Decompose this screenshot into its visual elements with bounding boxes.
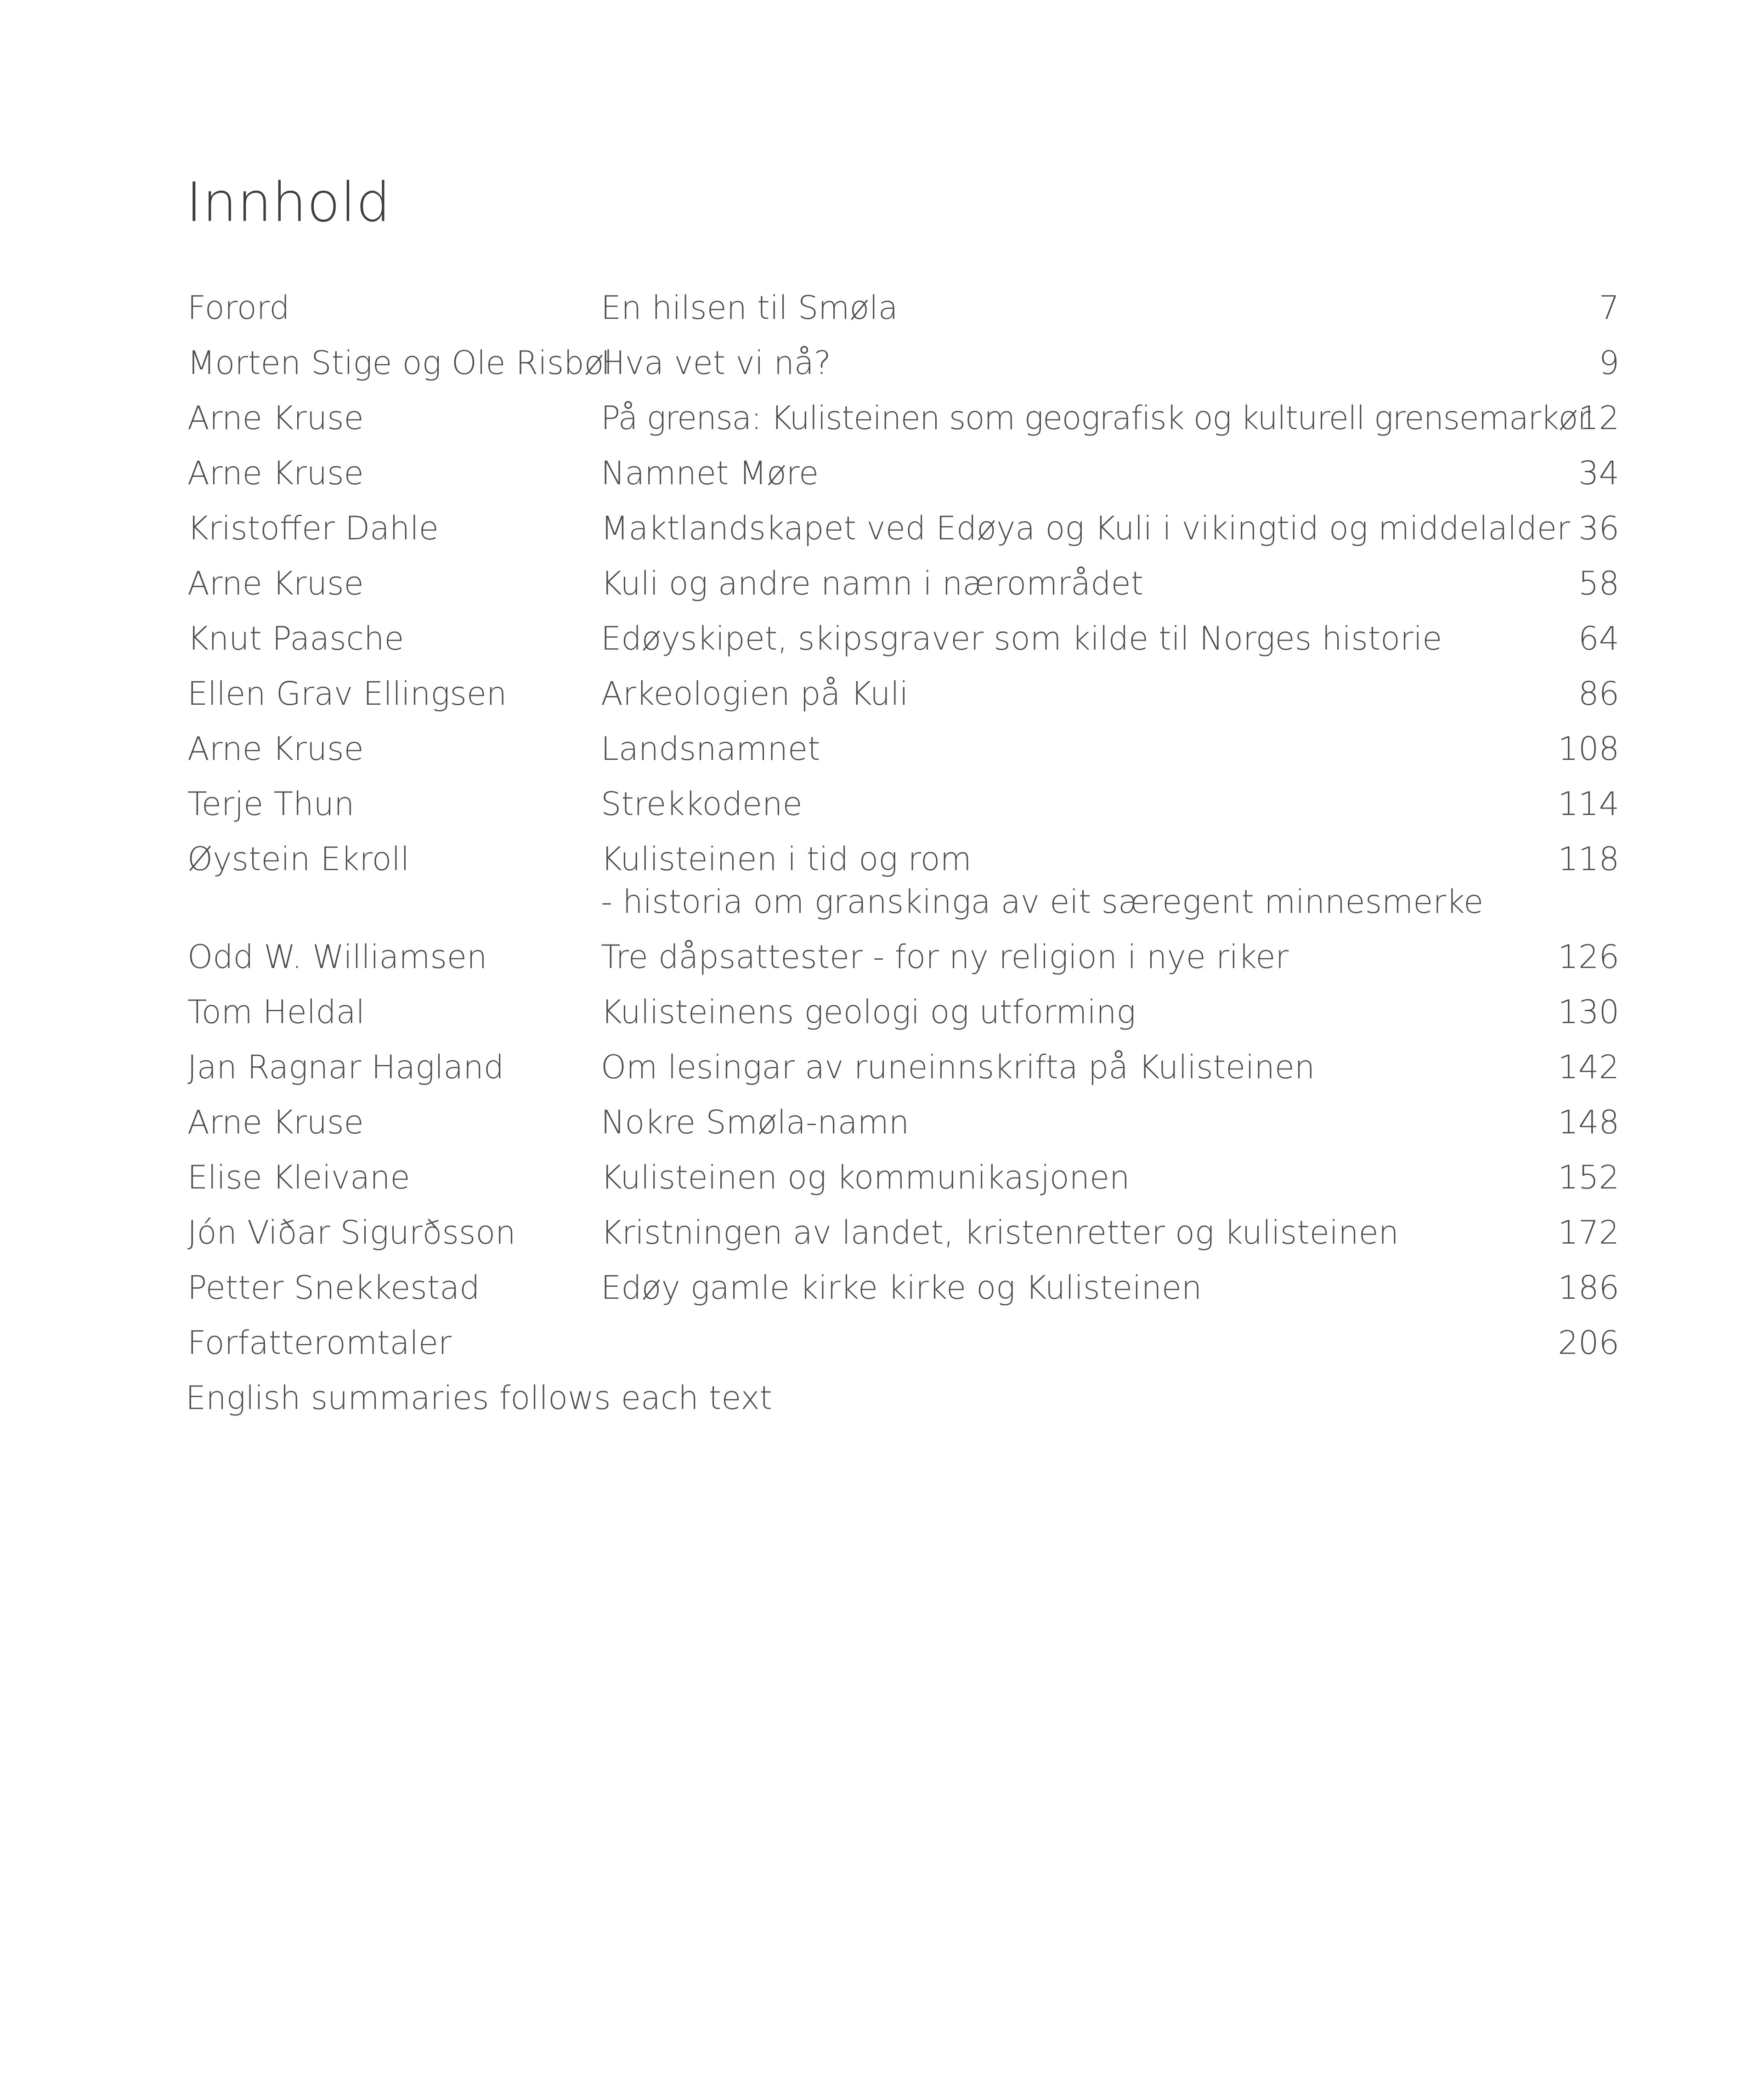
- toc-page-number: 7: [1599, 289, 1619, 327]
- toc-author: Tom Heldal: [187, 993, 365, 1031]
- toc-row: [184, 556, 1619, 611]
- toc-article-title: Nokre Smøla-namn: [601, 1103, 910, 1141]
- toc-article-title: Kulisteinens geologi og utforming: [601, 993, 1136, 1031]
- toc-article-subtitle: - historia om granskinga av eit særegent minnesmerke: [601, 883, 1484, 921]
- toc-row: [184, 666, 1619, 721]
- toc-row: [184, 1260, 1619, 1315]
- toc-row: [184, 929, 1619, 985]
- toc-row: [184, 1315, 1619, 1370]
- toc-author: Terje Thun: [187, 785, 355, 823]
- toc-article-title: Kulisteinen og kommunikasjonen: [601, 1159, 1130, 1196]
- toc-author: Forord: [187, 289, 290, 327]
- toc-author: Morten Stige og Ole Risbøl: [187, 344, 613, 382]
- toc-author: Ellen Grav Ellingsen: [187, 675, 507, 713]
- toc-author: Arne Kruse: [187, 399, 364, 437]
- toc-row: [184, 985, 1619, 1040]
- toc-page-number: 64: [1578, 620, 1619, 657]
- toc-article-title: [601, 832, 1483, 923]
- toc-author: Arne Kruse: [187, 1103, 364, 1141]
- toc-row: [184, 776, 1619, 832]
- toc-author: Arne Kruse: [187, 454, 364, 492]
- toc-page-number: 108: [1558, 730, 1619, 768]
- toc-page-number: 206: [1558, 1324, 1619, 1362]
- toc-article-title: Om lesingar av runeinnskrifta på Kulisteinen: [601, 1048, 1315, 1086]
- toc-article-title: Kristningen av landet, kristenretter og kulisteinen: [601, 1214, 1399, 1251]
- toc-page-number: 114: [1558, 785, 1619, 823]
- toc-article-title: Edøyskipet, skipsgraver som kilde til Norges historie: [601, 620, 1442, 657]
- toc-page-number: 36: [1578, 509, 1619, 547]
- toc-page-number: 86: [1578, 675, 1619, 713]
- toc-row: [184, 390, 1619, 446]
- toc-article-title: Hva vet vi nå?: [601, 344, 831, 382]
- english-summaries-note: English summaries follows each text: [186, 1379, 773, 1417]
- toc-page-number: 118: [1558, 840, 1619, 878]
- toc-page-number: 142: [1558, 1048, 1619, 1086]
- toc-page-number: 152: [1558, 1159, 1619, 1196]
- toc-row: [184, 446, 1619, 501]
- toc-row: [184, 280, 1619, 335]
- toc-article-title: Arkeologien på Kuli: [601, 675, 909, 713]
- toc-page-number: 126: [1558, 938, 1619, 976]
- toc-page-number: 148: [1558, 1103, 1619, 1141]
- toc-article-main-title: Kulisteinen i tid og rom: [601, 840, 972, 878]
- toc-author: Knut Paasche: [187, 620, 404, 657]
- toc-article-title: En hilsen til Smøla: [601, 289, 898, 327]
- toc-article-title: På grensa: Kulisteinen som geografisk og kulturell grensemarkør: [601, 399, 1590, 437]
- toc-row: [184, 501, 1619, 556]
- toc-author: Jón Viðar Sigurðsson: [187, 1214, 516, 1251]
- toc-page-number: 172: [1558, 1214, 1619, 1251]
- toc-author: Jan Ragnar Hagland: [187, 1048, 504, 1086]
- toc-author: Forfatteromtaler: [187, 1324, 452, 1362]
- toc-page-number: 58: [1578, 565, 1619, 602]
- toc-row: [184, 832, 1619, 929]
- toc-page-number: 34: [1578, 454, 1619, 492]
- toc-row: [184, 1095, 1619, 1150]
- toc-author: Petter Snekkestad: [187, 1269, 480, 1307]
- toc-row: [184, 335, 1619, 390]
- toc-row: [184, 1205, 1619, 1260]
- toc-author: Arne Kruse: [187, 730, 364, 768]
- toc-row: [184, 1040, 1619, 1095]
- toc-row: [184, 721, 1619, 776]
- toc-article-title: Edøy gamle kirke kirke og Kulisteinen: [601, 1269, 1202, 1307]
- toc-author: Kristoffer Dahle: [187, 509, 439, 547]
- toc-row: [184, 1150, 1619, 1205]
- page-title: Innhold: [186, 170, 391, 234]
- table-of-contents: [184, 280, 1619, 1426]
- toc-article-title: Kuli og andre namn i nærområdet: [601, 565, 1144, 602]
- toc-article-title: Tre dåpsattester - for ny religion i nye riker: [601, 938, 1289, 976]
- toc-article-title: Landsnamnet: [601, 730, 820, 768]
- toc-page-number: 12: [1578, 399, 1619, 437]
- toc-row: [184, 611, 1619, 666]
- toc-author: Øystein Ekroll: [187, 840, 410, 878]
- toc-article-title: Namnet Møre: [601, 454, 819, 492]
- toc-page-number: 9: [1599, 344, 1619, 382]
- toc-author: Arne Kruse: [187, 565, 364, 602]
- toc-article-title: Maktlandskapet ved Edøya og Kuli i vikingtid og middelalder: [601, 509, 1570, 547]
- toc-author: Elise Kleivane: [187, 1159, 410, 1196]
- toc-article-title: Strekkodene: [601, 785, 803, 823]
- toc-page-number: 186: [1558, 1269, 1619, 1307]
- toc-page-number: 130: [1558, 993, 1619, 1031]
- toc-author: Odd W. Williamsen: [187, 938, 487, 976]
